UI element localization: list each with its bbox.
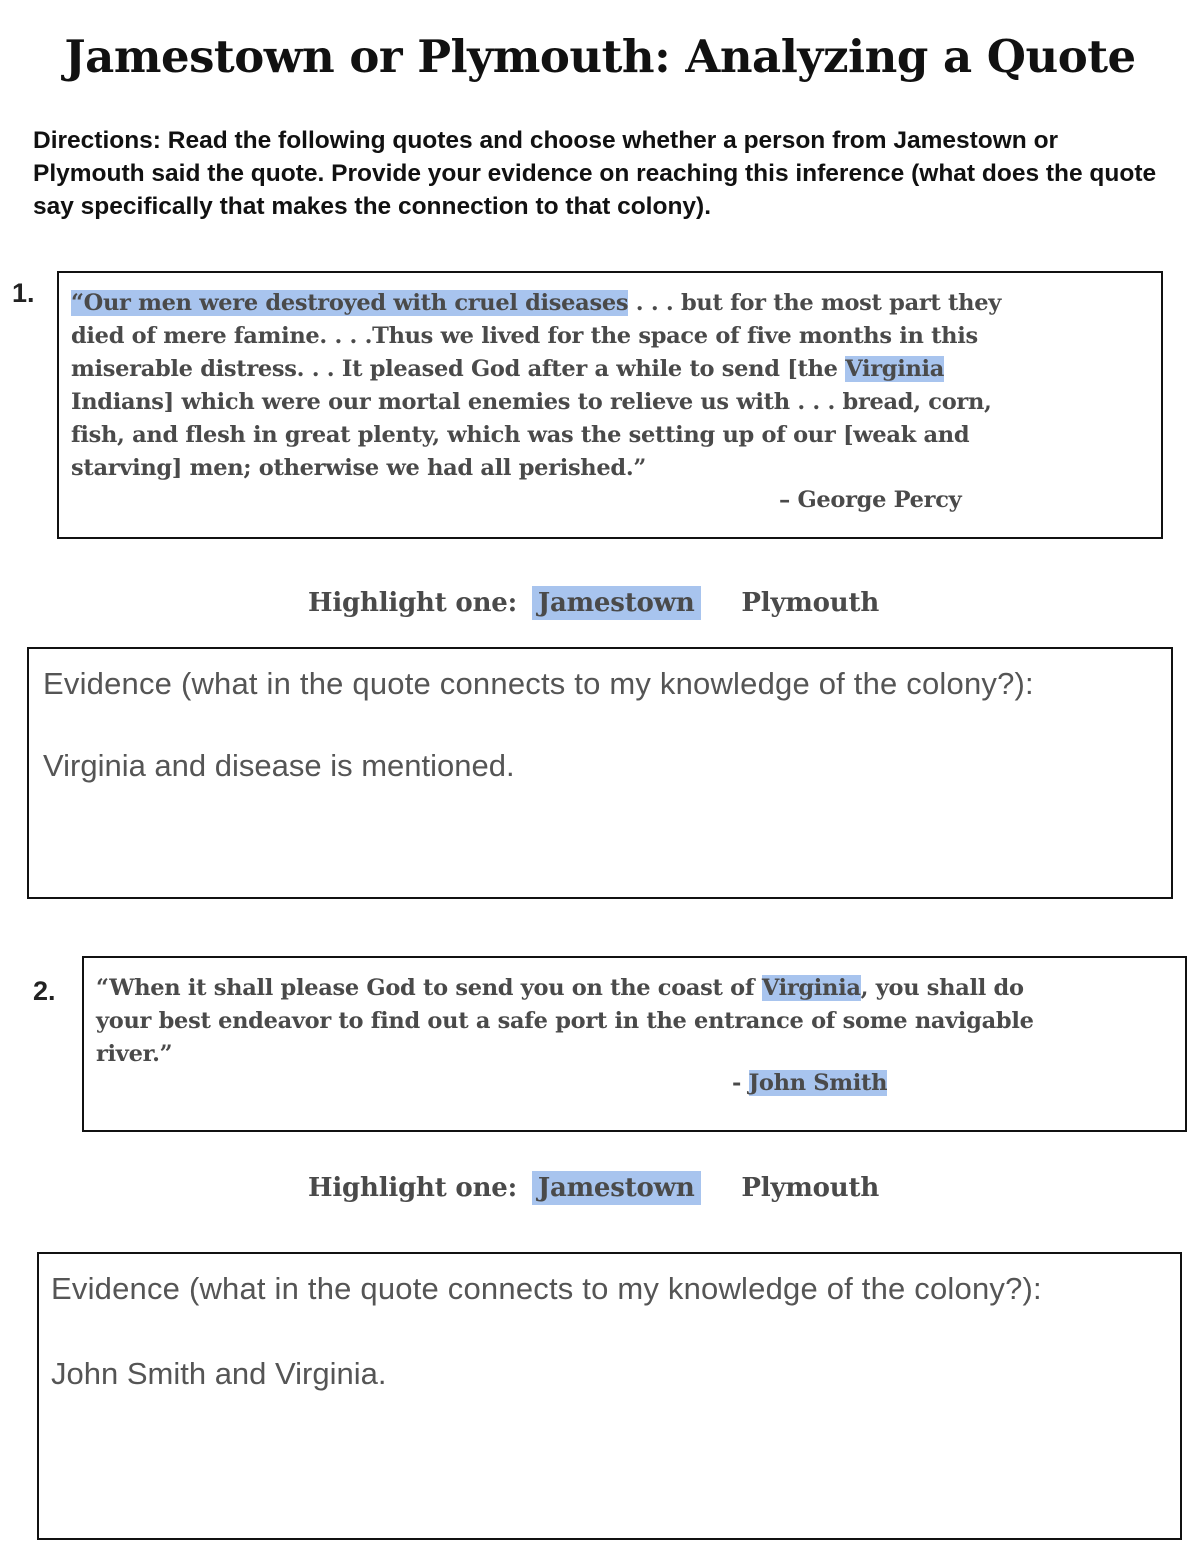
quote-2-highlight-john-smith: John Smith [748, 1070, 888, 1096]
option-jamestown-1[interactable]: Jamestown [532, 586, 701, 620]
highlight-label-1: Highlight one: [308, 588, 518, 618]
quote-1-line-2: died of mere famine. . . .Thus we lived for the space of five months in this [71, 323, 978, 349]
highlight-label-2: Highlight one: [308, 1173, 518, 1203]
option-plymouth-1[interactable]: Plymouth [741, 588, 880, 618]
option-jamestown-2[interactable]: Jamestown [532, 1171, 701, 1205]
evidence-prompt-2: Evidence (what in the quote connects to my knowledge of the colony?): [51, 1271, 1042, 1306]
quote-text-1 [71, 287, 1151, 485]
quote-2-highlight-virginia: Virginia [761, 975, 861, 1001]
option-plymouth-2[interactable]: Plymouth [741, 1173, 880, 1203]
highlight-choice-1 [308, 586, 879, 620]
evidence-box-1[interactable] [27, 647, 1173, 899]
directions-text: Directions: Read the following quotes and choose whether a person from Jamestown or Plymouth said the quote. Provide your evidence on reaching this inference (what does the quote say specifically that makes the connection to that colony). [33, 127, 1157, 220]
evidence-box-2[interactable] [37, 1252, 1182, 1540]
quote-1-line-1: “Our men were destroyed with cruel diseases . . . but for the most part they [71, 290, 1001, 316]
quote-1-attribution: – George Percy [779, 487, 962, 513]
quote-2-line-2: your best endeavor to find out a safe port in the entrance of some navigable [96, 1008, 1034, 1034]
quote-1-line-5: fish, and flesh in great plenty, which was the setting up of our [weak and [71, 422, 970, 448]
quote-1-line-3: miserable distress. . . It pleased God after a while to send [the Virginia [71, 356, 945, 382]
quote-box-2 [82, 956, 1187, 1132]
quote-1-line-6: starving] men; otherwise we had all perished.” [71, 455, 646, 481]
question-number-1: 1. [12, 278, 35, 308]
question-number-2: 2. [33, 976, 56, 1006]
quote-1-highlight-virginia: Virginia [845, 356, 945, 382]
quote-2-line-3: river.” [96, 1041, 173, 1067]
quote-1-highlight-diseases: “Our men were destroyed with cruel diseases [71, 290, 629, 316]
quote-1-line-4: Indians] which were our mortal enemies to relieve us with . . . bread, corn, [71, 389, 992, 415]
highlight-choice-2 [308, 1171, 879, 1205]
quote-box-1 [57, 271, 1163, 539]
quote-2-attribution: - John Smith [732, 1070, 888, 1096]
evidence-prompt-1: Evidence (what in the quote connects to my knowledge of the colony?): [43, 666, 1034, 701]
quote-2-line-1: “When it shall please God to send you on the coast of Virginia, you shall do [96, 975, 1024, 1001]
evidence-answer-2[interactable]: John Smith and Virginia. [51, 1356, 387, 1391]
evidence-answer-1[interactable]: Virginia and disease is mentioned. [43, 748, 515, 783]
page-title: Jamestown or Plymouth: Analyzing a Quote [64, 30, 1136, 83]
quote-text-2 [96, 972, 1176, 1071]
